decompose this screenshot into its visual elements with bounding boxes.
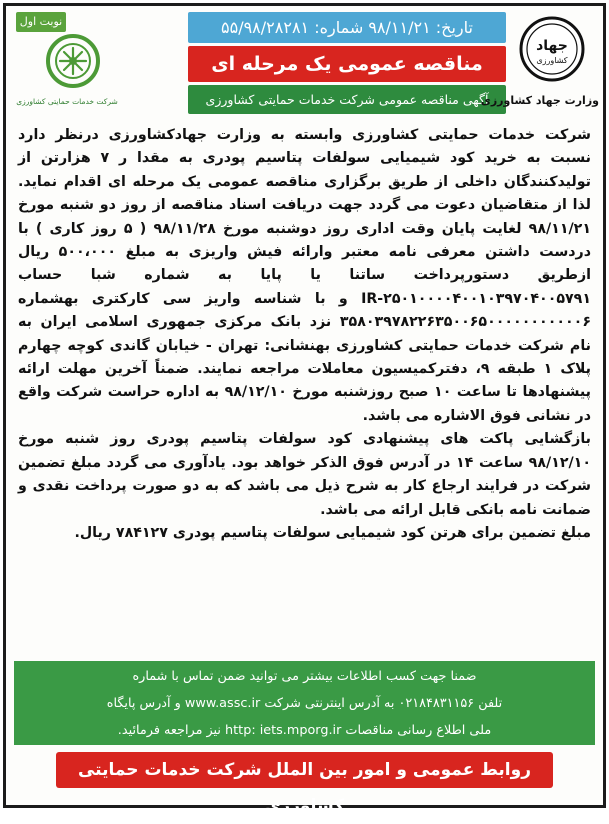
body-paragraph: مبلغ تضمین برای هرتن کود شیمیایی سولفات پتاسیم پودری ۷۸۴۱۲۷ ریال. [74,524,591,541]
company-logo [16,12,118,120]
notice-title: مناقصه عمومی یک مرحله ای [188,46,506,82]
notice-subtitle: آگهی مناقصه عمومی شرکت خدمات حمایتی کشاورزی [188,85,506,114]
notice-header [12,10,597,123]
ministry-seal-word: جهاد [536,38,568,54]
body-paragraph: بازگشایی پاکت های پیشنهادی کود سولفات پتاسیم پودری روز شنبه مورخ ۹۸/۱۲/۱۰ ساعت ۱۴ در آدرس فوق الذکر خواهد بود. یادآوری می گردد مبلغ تضمین شرکت در فرایند ارجاع کار به شرح ذیل می باشد که به دو صورت پرداخت نقدی و ضمانت نامه بانکی قابل ارائه می باشد. [18,431,591,518]
tender-notice [3,3,606,816]
public-relations-footer: روابط عمومی و امور بین الملل شرکت خدمات حمایتی کشاورزی [56,752,553,788]
ministry-seal-sub: کشاورزی [536,56,568,65]
header-center [188,12,506,114]
wheat-emblem-icon [46,34,100,88]
notice-body [18,124,591,654]
contact-line: ضمنا جهت کسب اطلاعات بیشتر می توانید ضمن تماس با شماره [132,669,477,684]
ministry-logo [480,12,599,122]
contact-line: ملی اطلاع رسانی مناقصات http: iets.mporg.ir نیز مراجعه فرمائید. [117,723,492,738]
contact-info-box [14,661,595,745]
company-logo-caption: شرکت خدمات حمایتی کشاورزی [16,97,118,106]
first-publication-badge: نوبت اول [16,12,66,32]
ministry-caption: وزارت جهاد کشاورزی [480,94,599,107]
contact-line: تلفن ۰۲۱۸۴۸۳۱۱۵۶ به آدرس اینترنتی شرکت www.assc.ir و آدرس پایگاه [106,696,503,711]
ministry-seal-icon [519,16,585,82]
body-paragraph: شرکت خدمات حمایتی کشاورزی وابسته به وزارت جهادکشاورزی درنظر دارد نسبت به خرید کود شیمیایی سولفات پتاسیم پودری به مقدا ر ۷ هزارتن از تولیدکنندگان داخلی از طریق برگزاری مناقصه عمومی یک مرحله ای اقدام نماید. لذا از متقاضیان دعوت می گردد جهت دریافت اسناد مناقصه از روز دو شنبه مورخ ۹۸/۱۱/۲۱ لغایت پایان وقت اداری روز دوشنبه مورخ ۹۸/۱۱/۲۸ ( ۵ روز کاری ) با دردست داشتن معرفی نامه معتبر وارائه فیش واریزی به مبلغ ۵۰۰،۰۰۰ ریال ازطریق دستورپرداخت ساتنا یا پایا به شماره شبا حساب IR-۲۵۰۱۰۰۰۰۴۰۰۱۰۳۹۷۰۴۰۰۵۷۹۱ و با شناسه واریز سی کارکتری بهشماره ۳۵۸۰۳۹۷۸۲۲۶۳۵۰۰۶۵۰۰۰۰۰۰۰۰۰۰۰۶ نزد بانک مرکزی جمهوری اسلامی ایران به نام شرکت خدمات حمایتی کشاورزی بهنشانی: تهران - خیابان گاندی کوچه چهارم پلاک ۱ طبقه ۹، دفترکمیسیون معاملات مراجعه نمایند. ضمناً آخرین مهلت ارائه پیشنهادها تا ساعت ۱۰ صبح روزشنبه مورخ ۹۸/۱۲/۱۰ به اداره حراست شرکت واقع در نشانی فوق الاشاره می باشد. [18,127,591,424]
date-number-bar: تاریخ: ۹۸/۱۱/۲۱ شماره: ۵۵/۹۸/۲۸۲۸۱ [188,12,506,43]
